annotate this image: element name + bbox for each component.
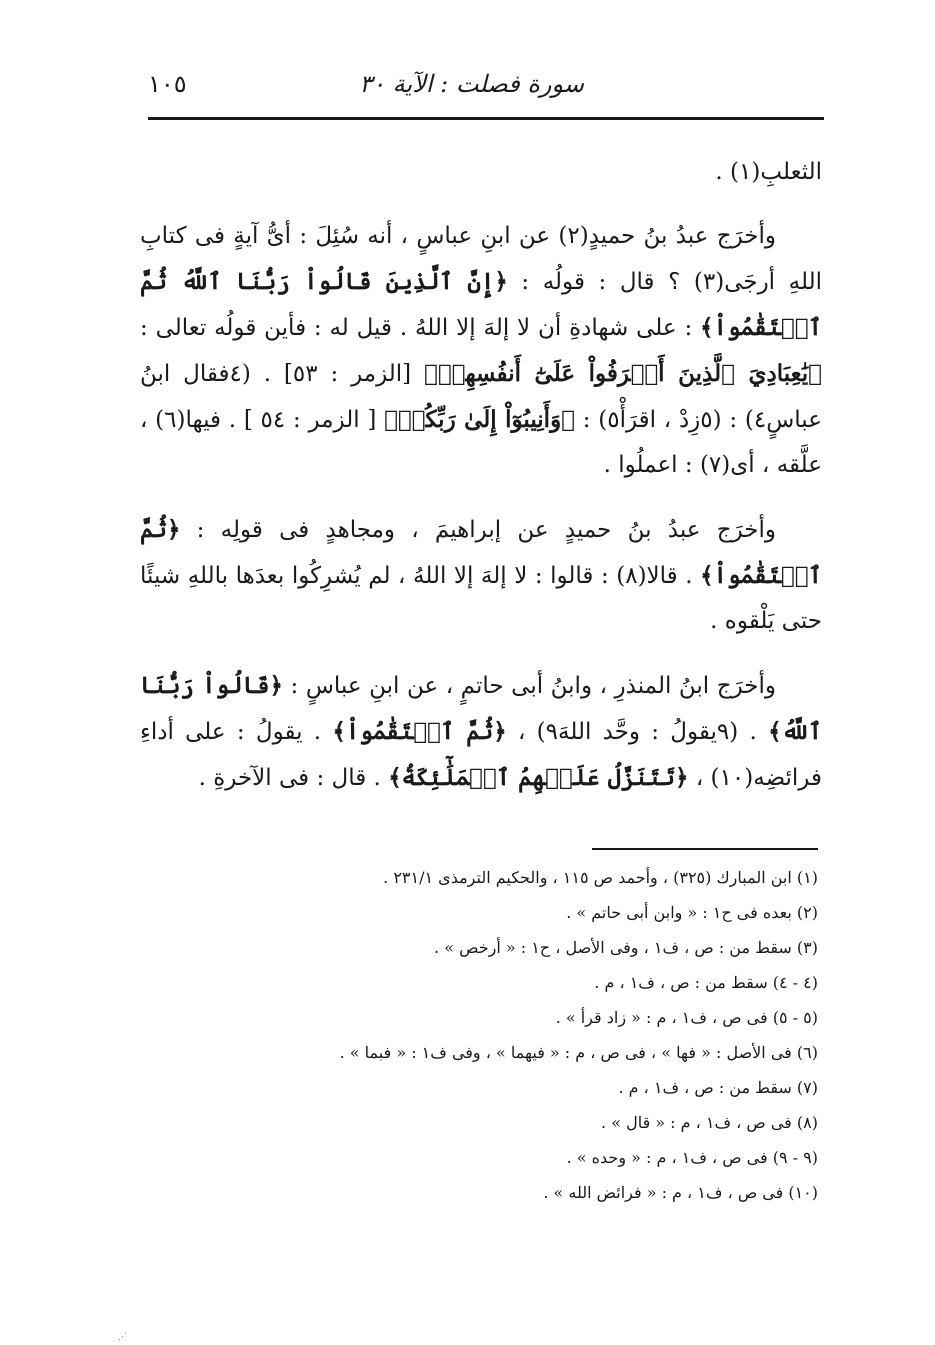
quran-quote: ﴿إِنَّ ٱلَّذِينَ قَالُواْ رَبُّنَا ٱللَّهُ ثُمَّ ٱسۡتَقَٰمُواْ﴾ — [140, 268, 822, 341]
quran-quote: ﴿قَالُواْ رَبُّنَا ٱللَّهُ﴾ — [140, 672, 822, 745]
paragraph-3-text-a: وأخرَج عبدُ بنُ حميدٍ عن إبراهيمَ ، ومجاهدٍ فى قولِه : — [180, 517, 776, 543]
header-title: سورة فصلت : الآية ٣٠ — [359, 70, 584, 98]
paragraph-2-text-d: [ الزمر : ٥٤ ] . فيها(٦) ، علَّقه ، أى(٧) : اعملُوا . — [140, 407, 822, 478]
quran-quote: ﴿ثُمَّ ٱسۡتَقَٰمُواْ﴾ — [140, 516, 823, 589]
footnote-2: (٢) بعده فى ح١ : « وابن أبى حاتم » . — [566, 903, 818, 922]
running-header — [148, 62, 824, 114]
footnote-9: (٩ - ٩) فى ص ، ف١ ، م : « وحده » . — [566, 1148, 818, 1167]
paragraph-2-text-a: وأخرَج عبدُ بنُ حميدٍ(٢) عن ابنِ عباسٍ ، أنه سُئِلَ : أىُّ آيةٍ فى كتابِ اللهِ أرجَى(٣) ؟ قال : قولُه : — [140, 223, 822, 295]
paragraph-1-text: الثعلبِ(١) . — [715, 159, 822, 185]
footnote-4: (٤ - ٤) سقط من : ص ، ف١ ، م . — [594, 973, 818, 992]
paragraph-4-text-a: وأخرَج ابنُ المنذرِ ، وابنُ أبى حاتمٍ ، عن ابنِ عباسٍ : — [283, 673, 776, 699]
footnote-5: (٥ - ٥) فى ص ، ف١ ، م : « زاد قرأ » . — [555, 1008, 818, 1027]
quran-quote: ﴿تَتَنَزَّلُ عَلَيۡهِمُ ٱلۡمَلَٰٓئِكَةُ﴾ — [388, 764, 689, 791]
header-rule — [148, 117, 824, 120]
footnote-3: (٣) سقط من : ص ، ف١ ، وفى الأصل ، ح١ : « أرخص » . — [434, 938, 818, 957]
quran-quote: ﴿وَأَنِيبُوٓاْ إِلَىٰ رَبِّكُمۡ﴾ — [384, 406, 575, 433]
paragraph-1 — [140, 150, 822, 195]
footnote-10: (١٠) فى ص ، ف١ ، م : « فرائض الله » . — [543, 1183, 818, 1202]
paragraph-4-text-b: . (٩يقولُ : وحَّد اللهَ٩) ، — [506, 719, 769, 745]
footnotes — [210, 860, 818, 1210]
paragraph-2-text-b: : على شهادةِ أن لا إلهَ إلا اللهُ . قيل له : فأين قولُه تعالى : — [140, 315, 701, 341]
quran-quote: ﴿يَٰعِبَادِيَ ٱلَّذِينَ أَسۡرَفُواْ عَلَىٰٓ أَنفُسِهِمۡ﴾ — [424, 360, 822, 387]
paragraph-3-text-b: . قالا(٨) : قالوا : لا إلهَ إلا اللهُ ، لم يُشرِكُوا بعدَها باللهِ شيئًا حتى يَلْقوه . — [140, 563, 822, 634]
paragraph-4-text-c: . يقولُ : على أداءِ فرائضِه(١٠) ، — [140, 719, 822, 791]
footnote-7: (٧) سقط من : ص ، ف١ ، م . — [618, 1078, 818, 1097]
main-text — [140, 150, 822, 820]
quran-quote: ﴿ثُمَّ ٱسۡتَقَٰمُواْ﴾ — [332, 718, 507, 745]
scan-specks: ⋰ — [118, 1332, 127, 1342]
paragraph-2 — [140, 214, 822, 488]
paragraph-4 — [140, 663, 822, 801]
paragraph-2-text-c: [الزمر : ٥٣] . (٤فقال ابنُ عباسٍ٤) : (٥زِدْ ، اقرَأْ٥) : — [140, 361, 822, 433]
footnote-8: (٨) فى ص ، ف١ ، م : « قال » . — [601, 1113, 818, 1132]
page-number: ١٠٥ — [148, 70, 187, 98]
paragraph-4-text-d: . قال : فى الآخرةِ . — [198, 765, 389, 791]
footnote-rule — [592, 848, 818, 850]
footnote-1: (١) ابن المبارك (٣٢٥) ، وأحمد ص ١١٥ ، والحكيم الترمذى ٢٣١/١ . — [383, 868, 818, 887]
paragraph-3 — [140, 507, 822, 644]
footnote-6: (٦) فى الأصل : « فها » ، فى ص ، م : « فيهما » ، وفى ف١ : « فبما » . — [339, 1043, 818, 1062]
